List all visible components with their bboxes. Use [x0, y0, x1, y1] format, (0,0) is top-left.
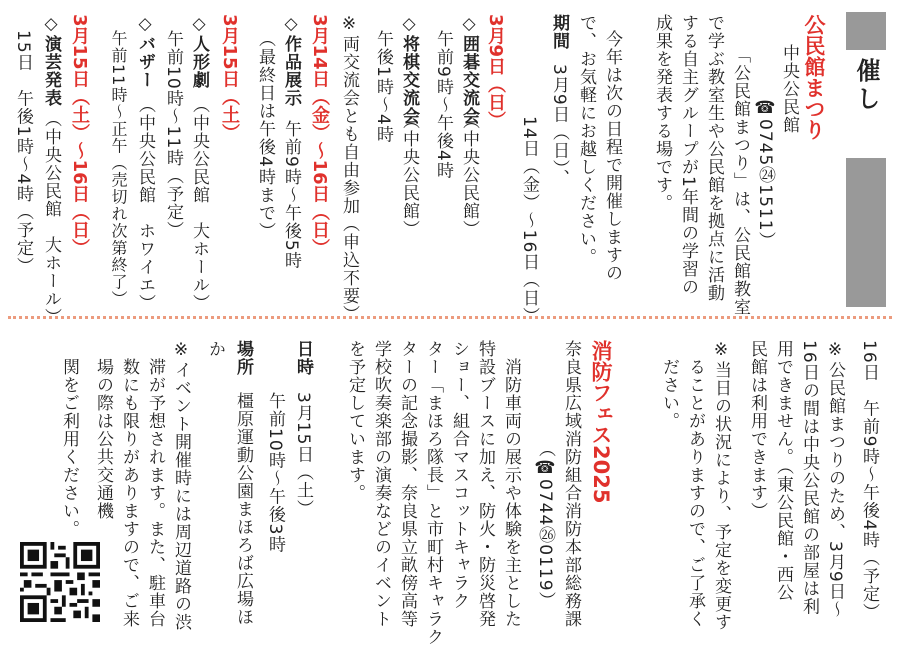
shobo-body-line: ターの記念撮影、奈良県立畝傍高等 — [397, 340, 417, 628]
note-line: 民館は利用できます） — [747, 340, 767, 520]
event-venue: （中央公民館 大ホール） — [189, 96, 209, 312]
event-name: ◇作品展示 — [281, 14, 301, 107]
qr-code-icon[interactable] — [20, 542, 100, 622]
event-time: 午後1時～4時 — [373, 30, 393, 144]
kominkan-title: 公民館まつり — [802, 14, 826, 140]
section-divider — [8, 316, 892, 319]
period-label: 期間 — [549, 14, 569, 50]
event-name: ◇人形劇 — [189, 14, 209, 89]
shobo-body-line: 特設ブースに加え、防火・防災啓発 — [475, 340, 495, 628]
note-line: 16日の間は中央公民館の部屋は利 — [799, 340, 819, 616]
shobo-body-line: ショー、組合マスコットキャラク — [449, 340, 469, 610]
event-name: ◇演芸発表 — [41, 14, 61, 107]
shobo-title: 消防フェス2025 — [589, 340, 613, 504]
section-header — [846, 12, 886, 307]
intro-line: する自主グループが1年間の学習の — [678, 14, 698, 296]
shobo-note-line: 関をご利用ください。 — [59, 358, 79, 538]
note-line: ることがありますので、ご了承く — [685, 358, 705, 628]
event-time: 午前9時～午後5時 — [281, 120, 301, 270]
shobo-note-line: 滞が予想されます。また、駐車台 — [145, 358, 165, 628]
shobo-org: 奈良県広域消防組合消防本部総務課 — [561, 340, 581, 628]
event-note: ※両交流会とも自由参加（申込不要） — [339, 14, 359, 323]
event-date: 3月15日（土） — [219, 14, 240, 142]
datetime-label: 日時 — [293, 340, 313, 376]
event-name: ◇将棋交流会 — [399, 14, 419, 125]
datetime-value: 午前10時～午後3時 — [265, 392, 285, 554]
shobo-phone: （☎0744㉖0119） — [535, 440, 555, 610]
shobo-note-line: 数にも限りがありますので、ご来 — [119, 358, 139, 628]
place-value: 橿原運動公園まほろば広場ほ — [233, 392, 253, 626]
place-label: 場所 — [233, 340, 253, 376]
datetime-value: 3月15日（土） — [293, 392, 313, 518]
intro-line: 今年は次の日程で開催しますの — [602, 30, 622, 282]
shobo-note-line: ※イベント開催時には周辺道路の渋 — [171, 340, 191, 631]
event-venue: （中央公民館 ホワイエ） — [135, 96, 155, 312]
note-line: ※当日の状況により、予定を変更す — [711, 340, 731, 631]
shobo-body-line: を予定しています。 — [345, 340, 365, 502]
event-time: 午前9時～午後4時 — [433, 30, 453, 180]
kominkan-org: 中央公民館 — [779, 44, 799, 134]
shobo-body-line: 学校吹奏楽部の演奏などのイベント — [371, 340, 391, 628]
note-line: 用できません。（東公民館・西公 — [773, 340, 793, 602]
event-venue: （中央公民館） — [459, 112, 479, 238]
event-time: 15日 午後1時～4時（予定） — [13, 30, 33, 276]
note-line: ださい。 — [659, 358, 679, 430]
event-venue: （中央公民館 大ホール） — [41, 110, 61, 326]
event-date: 3月14日（金）～16日（日） — [309, 14, 330, 257]
kominkan-phone: ☎0745㉔1511） — [755, 98, 775, 250]
intro-line: 成果を発表する場です。 — [652, 14, 672, 212]
period-value: 14日（金）～16日（日） — [519, 116, 539, 326]
header-band-bottom — [846, 158, 886, 307]
event-venue: （中央公民館） — [399, 112, 419, 238]
event-name: ◇バザー — [135, 14, 155, 89]
event-name: ◇囲碁交流会 — [459, 14, 479, 125]
event-extra: （最終日は午後4時まで） — [255, 30, 275, 240]
section-title: 催し — [852, 58, 880, 114]
intro-line: 「公民館まつり」は、公民館教室 — [730, 46, 750, 316]
shobo-body-line: ター「まほろ隊長」と市町村キャラク — [423, 340, 443, 646]
place-value: か — [205, 340, 225, 358]
period-value: 3月9日（日）、 — [549, 64, 569, 188]
header-band-top — [846, 12, 886, 50]
intro-line: で、お気軽にお越しください。 — [576, 14, 596, 266]
event-date: 3月9日（日） — [485, 14, 506, 130]
shobo-note-line: 場の際は公共交通機 — [93, 358, 113, 520]
continued-time: 16日 午前9時～午後4時（予定） — [859, 340, 879, 622]
event-date: 3月15日（土）～16日（日） — [69, 14, 90, 257]
shobo-body-line: 消防車両の展示や体験を主とした — [501, 358, 521, 628]
intro-line: で学ぶ教室生や公民館を拠点に活動 — [704, 14, 724, 302]
note-line: ※公民館まつりのため、3月9日～ — [825, 340, 845, 619]
event-time: 午前10時～11時（予定） — [163, 30, 183, 240]
event-time: 午前11時～正午（売切れ次第終了） — [109, 30, 128, 308]
